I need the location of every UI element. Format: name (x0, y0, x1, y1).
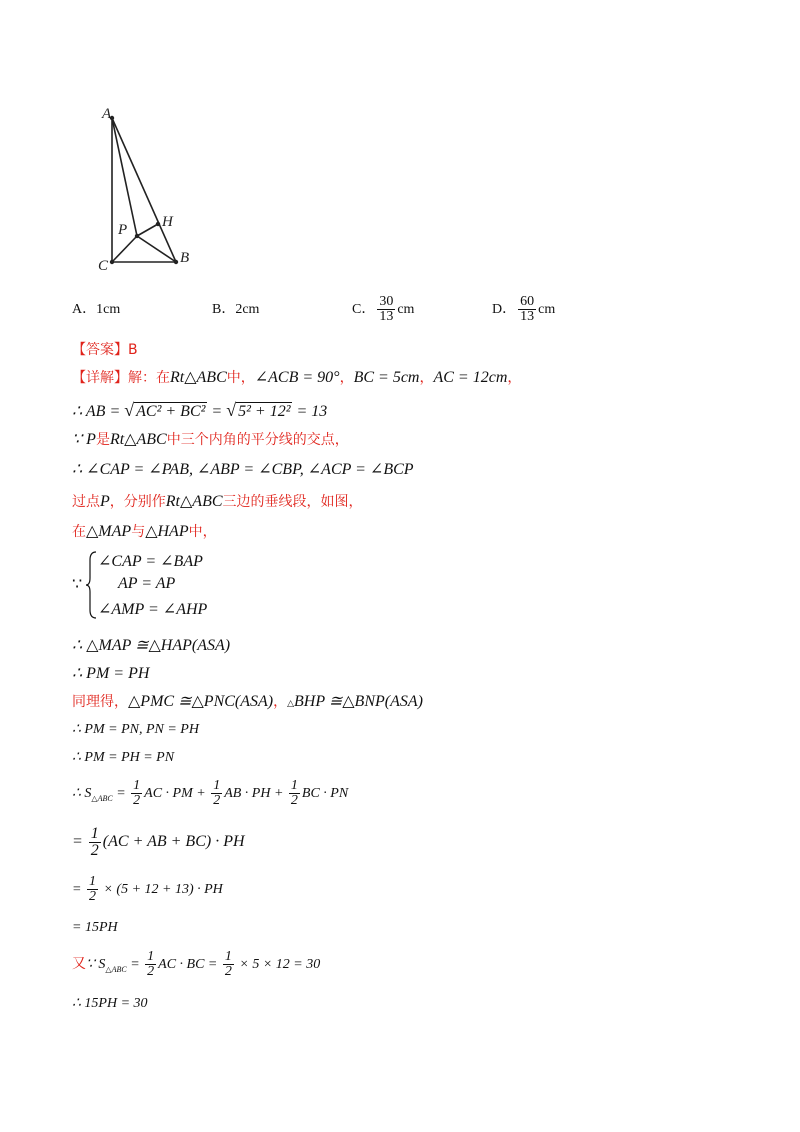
detail-line-16: 又∵ $S_{\triangle ABC}$ = $\frac{1}{2}$ AC · BC = $\frac{1}{2}$ × 5 × 12 = 30 (72, 949, 321, 980)
segment-cp (112, 236, 137, 262)
option-c: C． $\frac{30}{13}$ cm (352, 294, 415, 325)
triangle-figure (90, 100, 220, 275)
detail-line-10: ∴ PM = PN, PN = PH (72, 722, 199, 737)
detail-line-12: ∴ $S_{\triangle ABC}$ = $\frac{1}{2}$ AC · PM + $\frac{1}{2}$ AB · PH + $\frac{1}{2}$ BC · PN (72, 778, 349, 809)
because-symbol: ∵ (72, 576, 83, 593)
option-d: D． $\frac{60}{13}$ cm (492, 294, 556, 325)
detail-line-17: ∴ 15PH = 30 (72, 996, 148, 1011)
point-b (174, 260, 178, 264)
segment-ap (112, 118, 137, 236)
system-eq-3: ∠AMP = ∠AHP (98, 601, 208, 618)
option-d-fraction: $\frac{60}{13}$ (520, 294, 535, 325)
detail-line-2: ∴ AB = √ AC² + BC² = √ 5² + 12² = 13 (72, 400, 328, 420)
detail-line-1: 【详解】解：在Rt△ABC中，∠ACB = 90°，BC = 5cm，AC = 12cm， (72, 369, 522, 386)
label-p: P (118, 222, 128, 238)
left-brace (86, 550, 98, 620)
detail-line-7: ∴ △MAP ≅△HAP(ASA) (72, 637, 231, 654)
label-a: A (102, 106, 112, 122)
detail-line-9: 同理得，△PMC ≅△PNC(ASA)，△BHP ≅△BNP(ASA) (72, 693, 423, 710)
label-b: B (180, 250, 190, 266)
sqrt-sign: √ (124, 400, 135, 420)
detail-line-4: ∴ ∠CAP = ∠PAB, ∠ABP = ∠CBP, ∠ACP = ∠BCP (72, 461, 414, 478)
detail-line-8: ∴ PM = PH (72, 665, 150, 682)
detail-line-11: ∴ PM = PH = PN (72, 750, 175, 765)
detail-line-6: 在△MAP与△HAP中， (72, 523, 217, 540)
detail-line-5: 过点P，分别作Rt△ABC三边的垂线段，如图， (72, 493, 363, 510)
option-b: B．2cm (212, 302, 260, 317)
detail-line-3: ∵ P是Rt△ABC中三个内角的平分线的交点， (72, 431, 349, 448)
point-c (110, 260, 114, 264)
answer-line: 【答案】B (72, 342, 138, 358)
system-eq-1: ∠CAP = ∠BAP (98, 553, 203, 570)
point-h (156, 222, 160, 226)
segment-ph (137, 224, 158, 236)
detail-line-14: = $\frac{1}{2}$ × (5 + 12 + 13) · PH (72, 874, 223, 905)
system-eq-2: AP = AP (118, 575, 176, 592)
detail-line-15: = 15PH (72, 920, 118, 935)
detail-line-13: = $\frac{1}{2}$ (AC + AB + BC) · PH (72, 824, 245, 859)
label-c: C (98, 258, 109, 274)
label-h: H (162, 214, 173, 230)
option-a: A．1cm (72, 302, 121, 317)
option-c-fraction: $\frac{30}{13}$ (379, 294, 394, 325)
point-p (135, 234, 139, 238)
